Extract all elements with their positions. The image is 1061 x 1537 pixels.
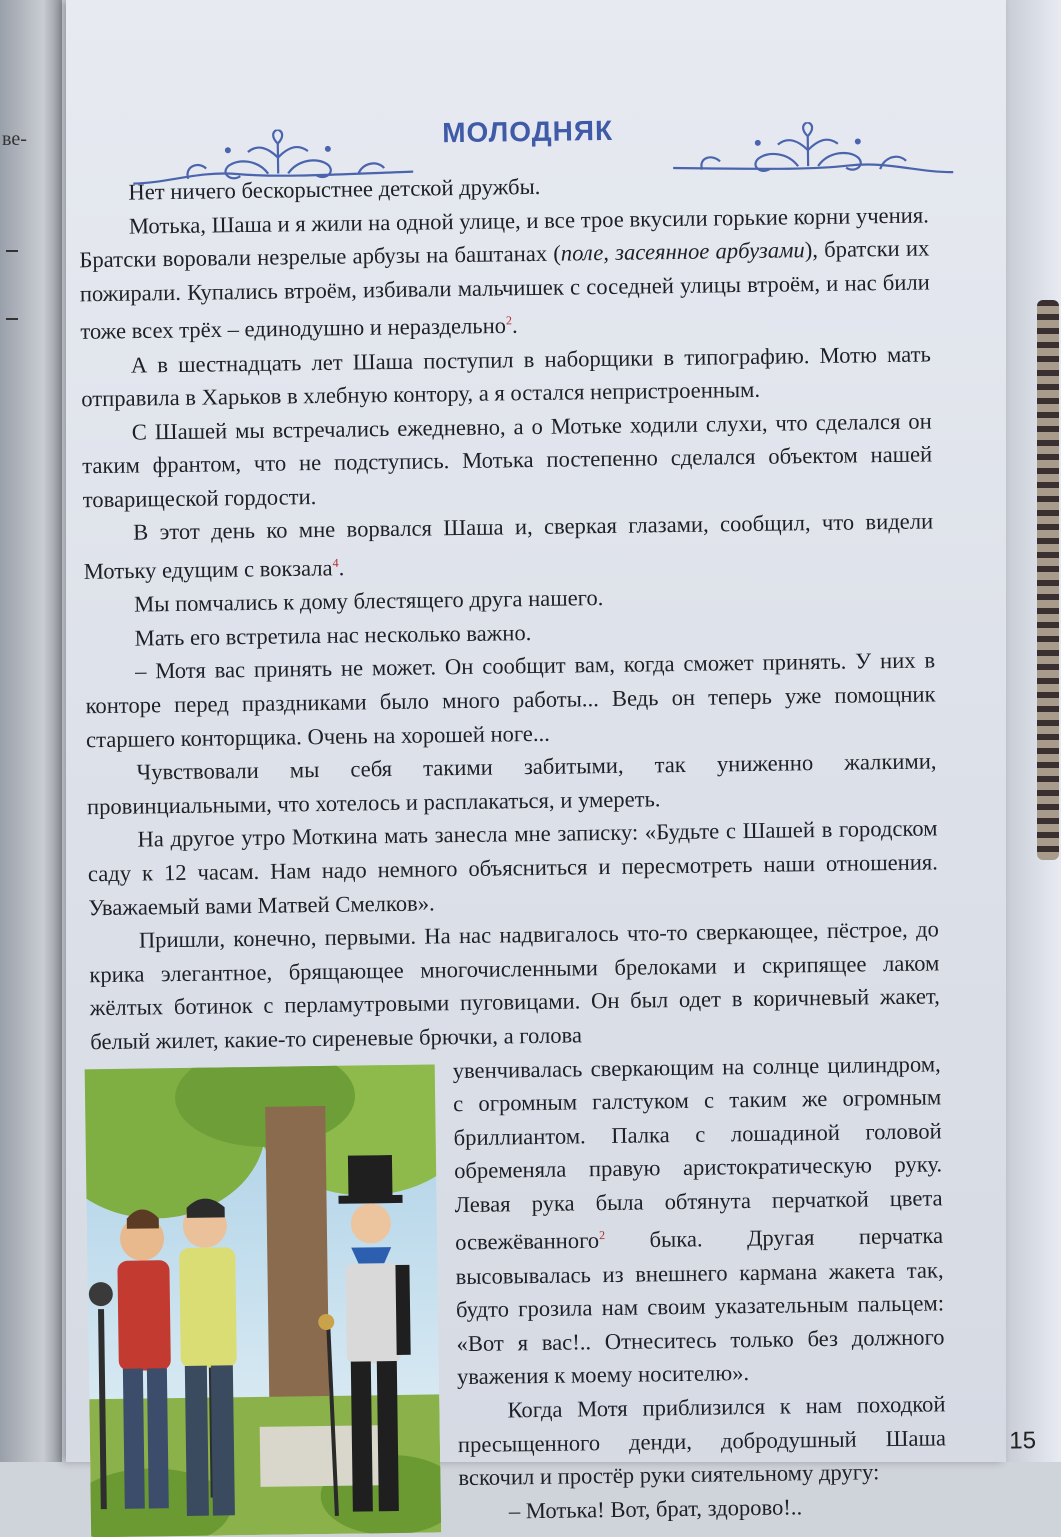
paragraph: С Шашей мы встречались ежедневно, а о Мотьке ходили слухи, что сделался он таким франтом, что не подступись. Мотька постепенно сделался объектом нашей товарищеской гордости. bbox=[82, 408, 933, 513]
paragraph: А в шестнадцать лет Шаша поступил в наборщики в типографию. Мотю мать отправила в Харьков в хлебную контору, а я остался непристроенным. bbox=[81, 340, 931, 412]
paragraph: Когда Мотя приблизился к нам походкой пресыщенного денди, добродушный Шаша вскочил и простёр руки сиятельному другу: bbox=[457, 1391, 947, 1491]
paragraph: Пришли, конечно, первыми. На нас надвигалось что-то сверкающее, пёстрое, до крика элегантное, брящающее многочисленными брелоками и скрипящее лаком жёлтых ботинок с перламутровыми пуговицами. Он был одет в коричневый жакет, белый жилет, какие-то сиреневые брючки, а голова bbox=[89, 916, 940, 1055]
paragraph: Мотька, Шаша и я жили на одной улице, и все трое вкусили горькие корни учения. Братски воровали незрелые арбузы на баштанах (поле, засеянное арбузами), братски их пожирали. Купались втроём, избивали мальчишек с соседней улицы втроём, и нас били тоже всех трёх – единодушно и нераздельно$^2$. bbox=[79, 202, 930, 345]
paragraph: увенчивалась сверкающим на солнце цилиндром, с огромным галстуком с таким же огромным бриллиантом. Палка с лошадиной головой обременяла правую аристократическую руку. Левая рука была обтянута перчаткой цвета освежёванного$^2$ быка. Другая перчатка высовывалась из внешнего кармана жакета так, будто грозила нам своим указательным пальцем: «Вот я вас!.. Отнеситесь только без должного уважения к моему носителю». bbox=[452, 1050, 945, 1390]
paragraph: В этот день ко мне ворвался Шаша и, сверкая глазами, сообщил, что видели Мотьку едущим с вокзала$^4$. bbox=[83, 508, 934, 584]
page-content bbox=[56, 0, 1037, 1524]
left-facing-page bbox=[0, 0, 62, 1462]
story-text bbox=[78, 164, 947, 1536]
notebook-spiral bbox=[1037, 300, 1059, 860]
illustration-park-scene bbox=[85, 1064, 442, 1537]
left-page-mark bbox=[6, 250, 18, 252]
chapter-title: МОЛОДНЯК bbox=[441, 114, 614, 149]
left-page-text-fragment: ве- bbox=[2, 128, 27, 150]
paragraph: Нет ничего бескорыстнее детской дружбы. bbox=[128, 173, 541, 205]
paragraph: Мы помчались к дому блестящего друга нашего. bbox=[134, 585, 604, 617]
paragraph: – Мотька! Вот, брат, здорово!.. bbox=[508, 1494, 803, 1524]
book-page bbox=[66, 0, 1037, 1524]
paragraph: Чувствовали мы себя такими забитыми, так униженно жалкими, провинциальными, что хотелось и расплакаться, и умереть. bbox=[86, 748, 937, 820]
paragraph: Мать его встретила нас несколько важно. bbox=[134, 619, 532, 651]
left-page-mark bbox=[6, 318, 18, 320]
paragraph: На другое утро Моткина мать занесла мне записку: «Будьте с Шашей в городском саду к 12 часам. Нам надо немного объясниться и пересмотреть наши отношения. Уважаемый вами Матвей Смелков». bbox=[87, 815, 939, 920]
paragraph: – Мотя вас принять не может. Он сообщит вам, когда сможет принять. У них в конторе перед праздниками было много работы... Ведь он теперь уже помощник старшего конторщика. Очень на хорошей ноге... bbox=[85, 647, 936, 752]
page-number: 15 bbox=[1009, 1427, 1037, 1455]
